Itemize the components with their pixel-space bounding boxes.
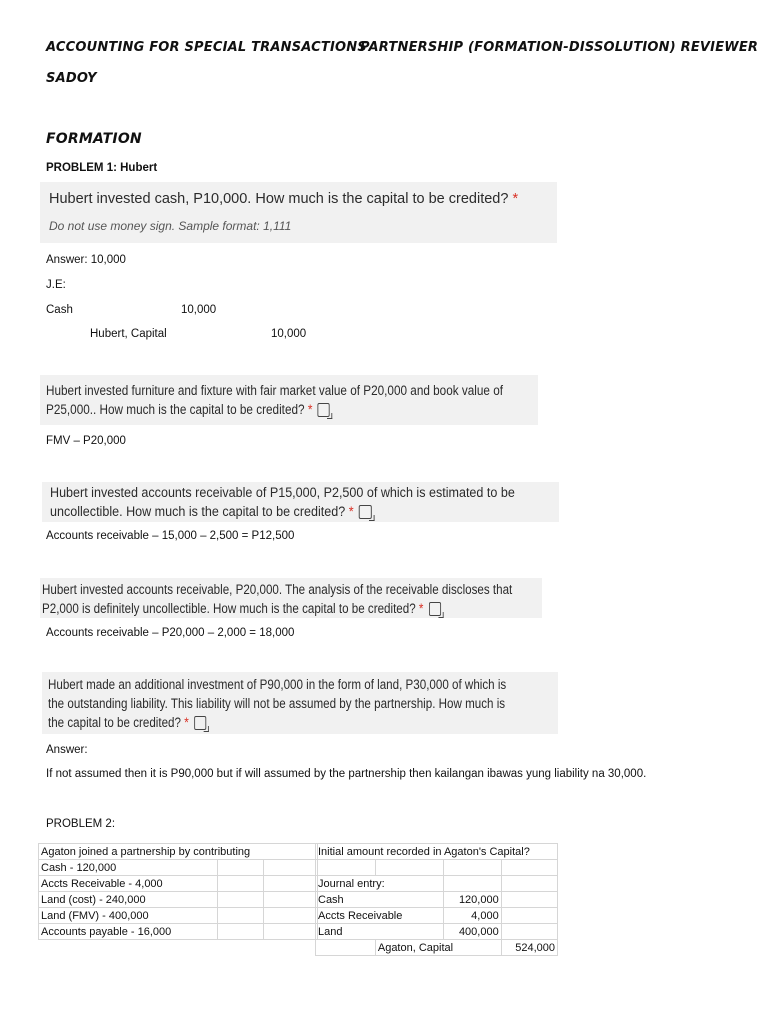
- problem1-title: PROBLEM 1: Hubert: [46, 162, 158, 174]
- answer-1: Answer: 10,000: [46, 254, 126, 266]
- question-4-text: Hubert invested accounts receivable, P20,000. The analysis of the receivable discloses that P2,000 is definitely uncollectible. How much is the capital to be credited? *: [42, 582, 513, 616]
- table-cell: [501, 876, 557, 892]
- table-cell: Land: [316, 924, 444, 940]
- question-5-text: Hubert made an additional investment of P90,000 in the form of land, P30,000 of which is the outstanding liability. This liability will not be assumed by the partnership. How much is the capital to be credited? *: [48, 677, 507, 730]
- required-asterisk: *: [512, 191, 519, 207]
- table-cell: [316, 940, 376, 956]
- table-cell: Initial amount recorded in Agaton's Capital?: [316, 844, 558, 860]
- question-box-2: [40, 375, 538, 425]
- speaker-icon[interactable]: [359, 505, 372, 519]
- table-cell: [264, 860, 318, 876]
- table-cell: 400,000: [443, 924, 501, 940]
- problem2-given-table: [38, 843, 318, 940]
- problem2-journal-table: [315, 843, 558, 956]
- table-row: [39, 844, 318, 860]
- answer-3: Accounts receivable – 15,000 – 2,500 = P12,500: [46, 530, 295, 542]
- je-credit-amount: 10,000: [271, 328, 307, 340]
- je-label: J.E:: [46, 279, 66, 291]
- table-cell: [264, 908, 318, 924]
- table-cell: Agaton joined a partnership by contributing: [39, 844, 318, 860]
- required-asterisk: *: [307, 402, 313, 417]
- table-cell: [501, 860, 557, 876]
- question-box-1: [40, 182, 557, 243]
- table-cell: [218, 892, 264, 908]
- table-row: [316, 924, 558, 940]
- table-row: [316, 860, 558, 876]
- table-row: [316, 844, 558, 860]
- table-row: [316, 892, 558, 908]
- table-cell: [218, 876, 264, 892]
- author-name: SADOY: [46, 71, 97, 86]
- table-cell: Agaton, Capital: [375, 940, 501, 956]
- table-cell: [264, 892, 318, 908]
- speaker-icon[interactable]: [194, 716, 206, 730]
- table-cell: Accts Receivable - 4,000: [39, 876, 218, 892]
- table-cell: [501, 924, 557, 940]
- je-debit-amount: 10,000: [181, 304, 217, 316]
- question-box-3: [42, 482, 559, 522]
- table-row: [39, 860, 318, 876]
- answer-4: Accounts receivable – P20,000 – 2,000 = 18,000: [46, 627, 295, 639]
- speaker-icon[interactable]: [429, 602, 441, 616]
- table-row: [39, 924, 318, 940]
- table-cell: [501, 908, 557, 924]
- table-cell: Land (cost) - 240,000: [39, 892, 218, 908]
- speaker-icon[interactable]: [318, 403, 330, 417]
- question-3-text: Hubert invested accounts receivable of P15,000, P2,500 of which is estimated to be uncollectible. How much is the capital to be credited? *: [50, 485, 515, 519]
- table-cell: Journal entry:: [316, 876, 444, 892]
- question-1-hint: Do not use money sign. Sample format: 1,111: [49, 219, 292, 233]
- table-cell: [501, 892, 557, 908]
- table-row: [39, 892, 318, 908]
- table-cell: [443, 876, 501, 892]
- je-credit-account: Hubert, Capital: [90, 328, 167, 340]
- table-row: [39, 908, 318, 924]
- table-row: [316, 940, 558, 956]
- question-1-text: Hubert invested cash, P10,000. How much is the capital to be credited? *: [49, 191, 519, 207]
- question-box-5: [42, 672, 558, 734]
- problem2-title: PROBLEM 2:: [46, 818, 116, 830]
- table-cell: Cash - 120,000: [39, 860, 218, 876]
- je-debit-account: Cash: [46, 304, 73, 316]
- question-2-text: Hubert invested furniture and fixture with fair market value of P20,000 and book value of P25,000.. How much is the capital to be credited? *: [46, 383, 504, 417]
- answer-5: If not assumed then it is P90,000 but if will assumed by the partnership then kailangan ibawas yung liability na 30,000.: [46, 768, 647, 780]
- table-cell: 524,000: [501, 940, 557, 956]
- table-cell: [218, 860, 264, 876]
- required-asterisk: *: [184, 715, 189, 730]
- table-cell: [264, 924, 318, 940]
- table-row: [39, 876, 318, 892]
- required-asterisk: *: [418, 601, 424, 616]
- course-title: ACCOUNTING FOR SPECIAL TRANSACTIONS: [46, 40, 367, 55]
- table-cell: Accounts payable - 16,000: [39, 924, 218, 940]
- answer-5-label: Answer:: [46, 744, 88, 756]
- table-cell: [375, 860, 443, 876]
- table-cell: Land (FMV) - 400,000: [39, 908, 218, 924]
- table-cell: Cash: [316, 892, 444, 908]
- reviewer-title: PARTNERSHIP (FORMATION-DISSOLUTION) REVIEWER: [360, 40, 759, 55]
- table-cell: Accts Receivable: [316, 908, 444, 924]
- question-box-4: [40, 578, 542, 618]
- table-cell: 120,000: [443, 892, 501, 908]
- table-cell: [316, 860, 376, 876]
- table-row: [316, 908, 558, 924]
- answer-2: FMV – P20,000: [46, 435, 126, 447]
- table-cell: 4,000: [443, 908, 501, 924]
- table-cell: [264, 876, 318, 892]
- table-cell: [218, 924, 264, 940]
- table-cell: [218, 908, 264, 924]
- table-row: [316, 876, 558, 892]
- table-cell: [443, 860, 501, 876]
- section-title: FORMATION: [46, 131, 142, 147]
- required-asterisk: *: [348, 504, 354, 519]
